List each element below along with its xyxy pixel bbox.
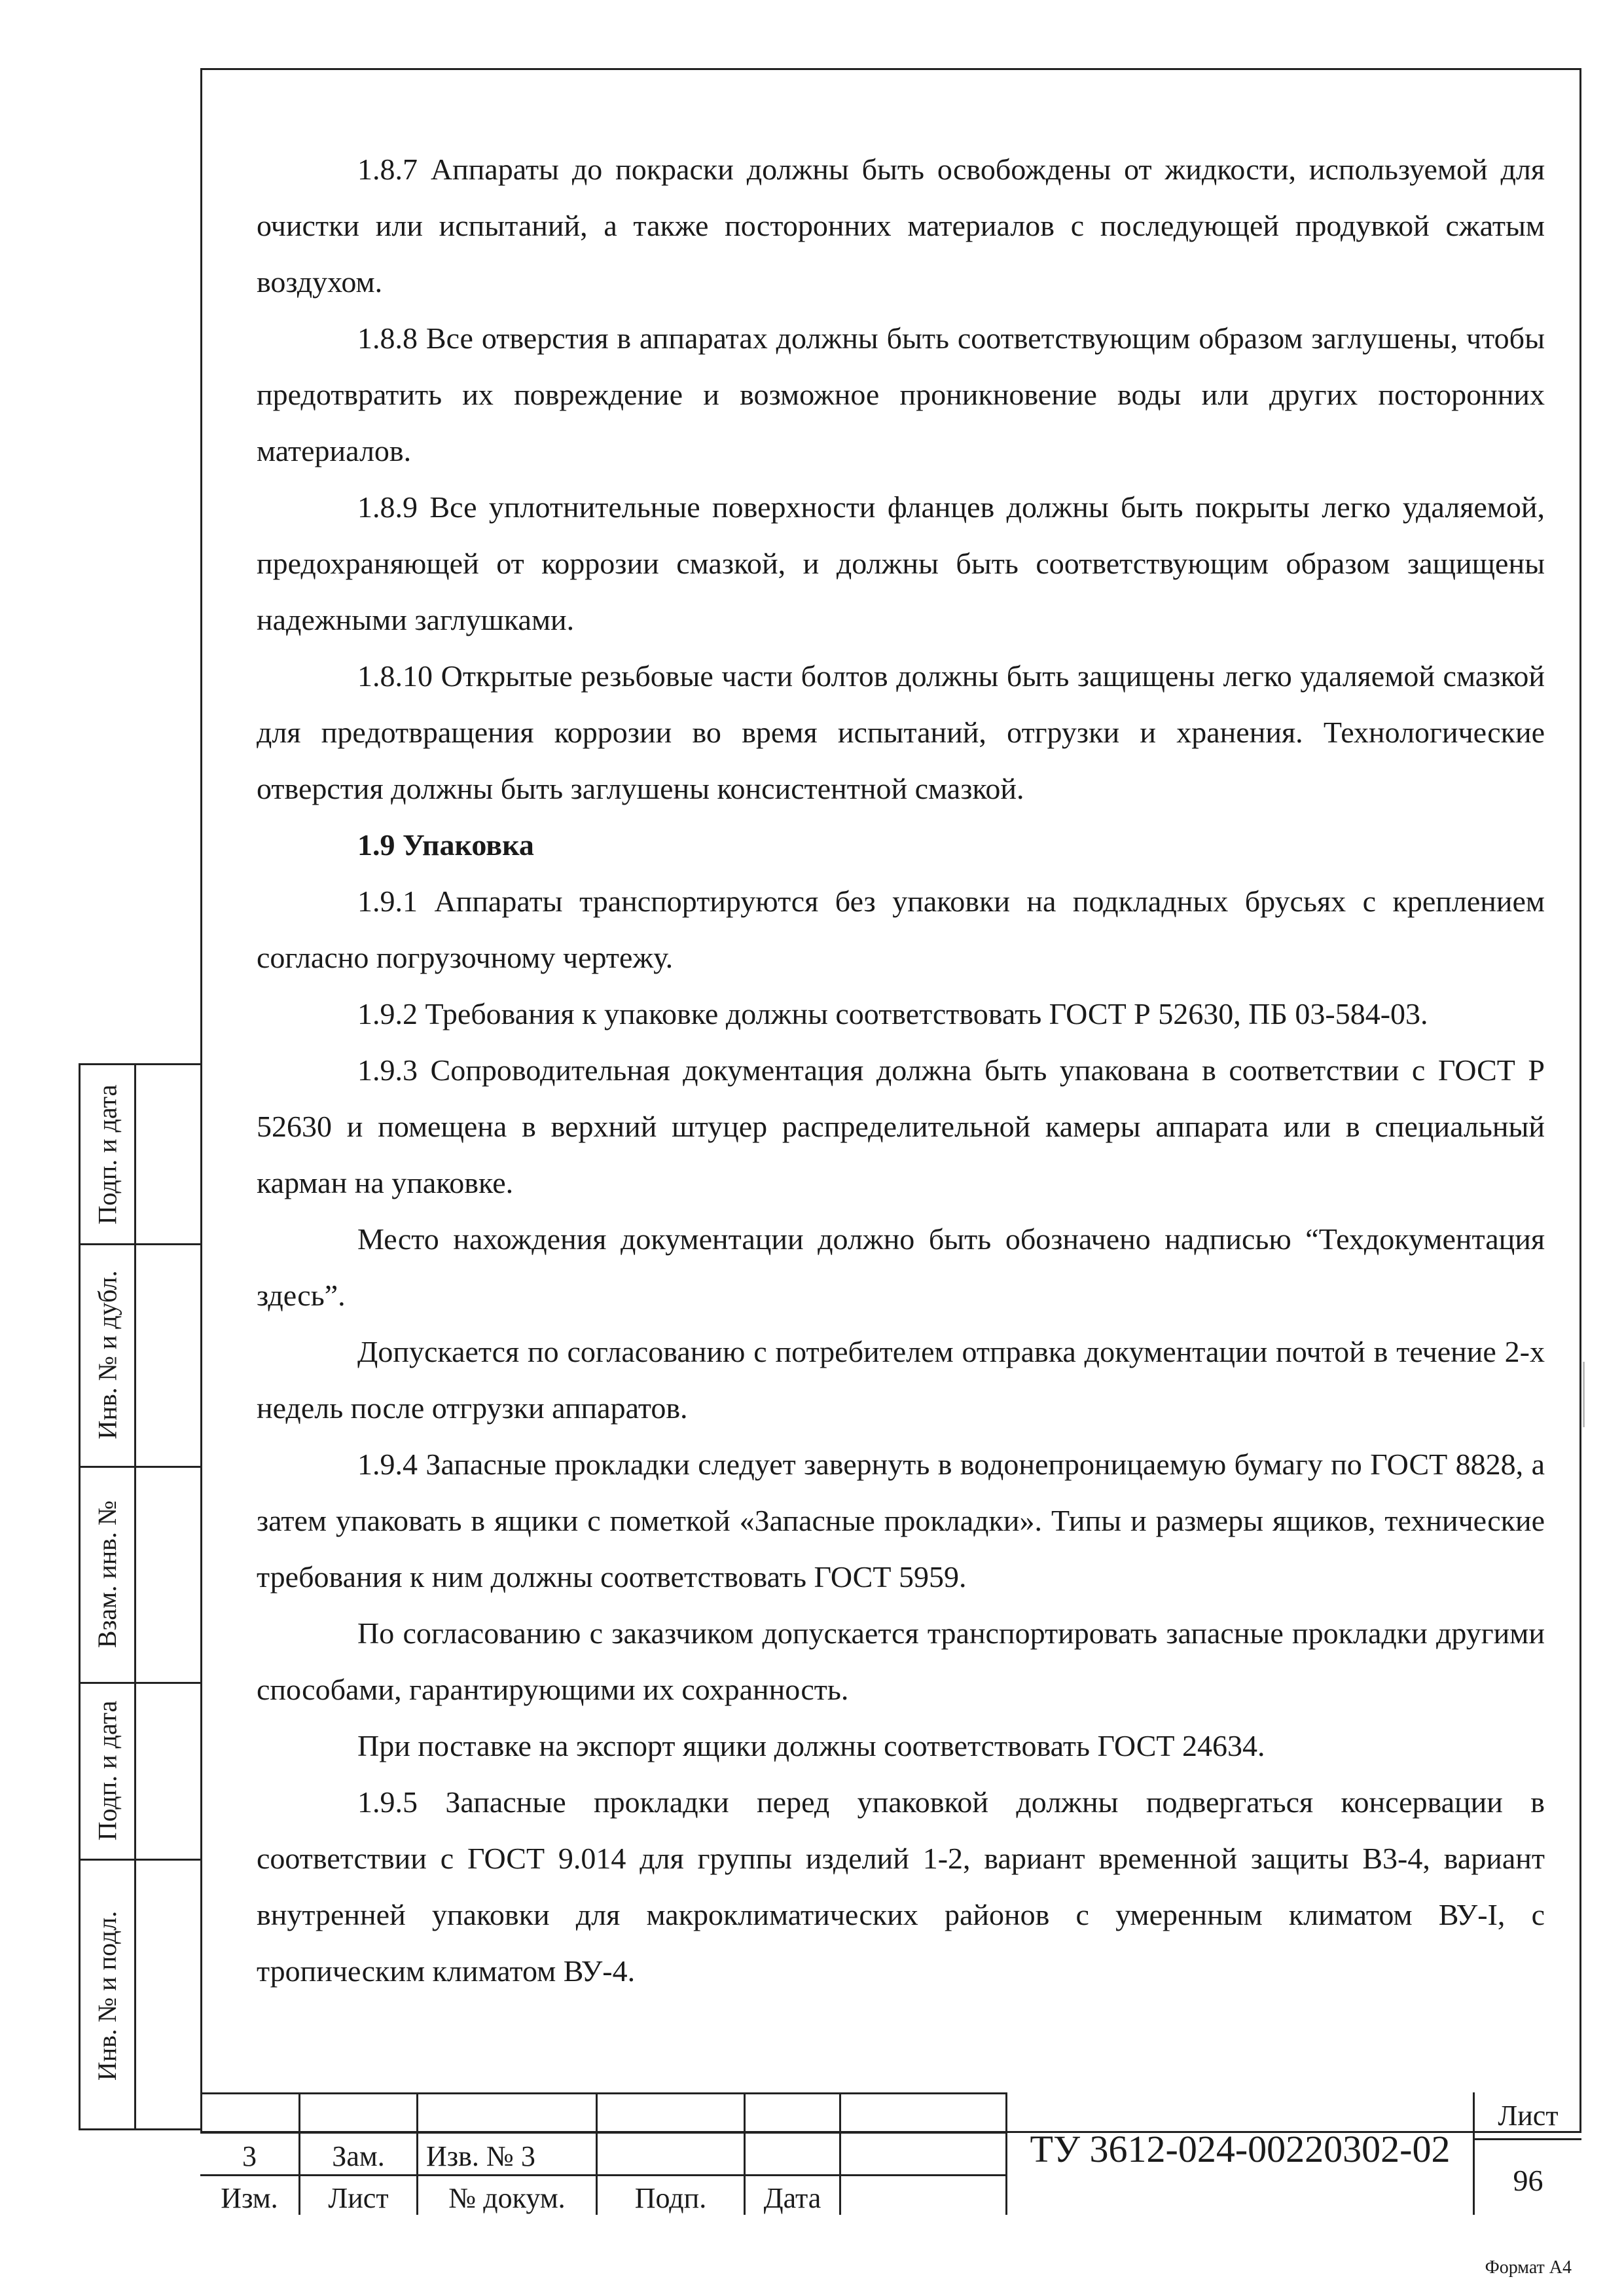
side-label-vzam-inv: Взам. инв. № <box>92 1500 122 1648</box>
paragraph: Допускается по согласованию с потребителем отправка документации почтой в течение 2-х недель после отгрузки аппаратов. <box>257 1335 1545 1425</box>
paragraph: 1.8.9 Все уплотнительные поверхности фланцев должны быть покрыты легко удаляемой, предохраняющей от коррозии смазкой, и должны быть соответствующим образом защищены надежными заглушками. <box>257 490 1545 636</box>
paragraph: 1.9.3 Сопроводительная документация должна быть упакована в соответствии с ГОСТ Р 52630 и помещена в верхний штуцер распределительной камеры аппарата или в специальный карман на упаковке. <box>257 1053 1545 1199</box>
paragraph: Место нахождения документации должно быть обозначено надписью “Техдокументация здесь”. <box>257 1222 1545 1312</box>
tb-rule <box>200 2092 1005 2094</box>
paragraph: 1.8.10 Открытые резьбовые части болтов должны быть защищены легко удаляемой смазкой для предотвращения коррозии во время испытаний, отгрузки и хранения. Технологические отверстия должны быть заглушены консистентной смазкой. <box>257 659 1545 805</box>
tb-rev-number: 3 <box>242 2140 257 2172</box>
tb-hdr-izm: Изм. <box>221 2182 278 2214</box>
paragraph: При поставке на экспорт ящики должны соответствовать ГОСТ 24634. <box>357 1729 1265 1762</box>
side-stamp-divider <box>134 1065 136 2128</box>
tb-rule <box>1473 2138 1581 2140</box>
tb-hdr-doc: № докум. <box>448 2182 566 2214</box>
paragraph: 1.9.5 Запасные прокладки перед упаковкой должны подвергаться консервации в соответствии с ГОСТ 9.014 для группы изделий 1-2, вариант временной защиты В3-4, вариант внутренней упаковки для макроклиматических районов с умеренным климатом ВУ-I, с тропическим климатом ВУ-4. <box>257 1785 1545 1988</box>
tb-hdr-data: Дата <box>763 2182 821 2214</box>
tb-rule <box>839 2092 841 2215</box>
section-heading: 1.9 Упаковка <box>357 828 534 862</box>
edge-mark <box>1583 1362 1585 1427</box>
side-stamp <box>79 1063 200 2130</box>
tb-sheet-label: Лист <box>1498 2100 1559 2132</box>
paragraph: 1.9.1 Аппараты транспортируются без упаковки на подкладных брусьях с креплением согласно погрузочному чертежу. <box>257 884 1545 974</box>
paragraph: По согласованию с заказчиком допускается транспортировать запасные прокладки другими способами, гарантирующими их сохранность. <box>257 1616 1545 1706</box>
tb-hdr-list: Лист <box>328 2182 389 2214</box>
format-note: Формат А4 <box>1485 2257 1572 2278</box>
paragraph: 1.8.8 Все отверстия в аппаратах должны быть соответствующим образом заглушены, чтобы предотвратить их повреждение и возможное проникновение воды или других посторонних материалов. <box>257 321 1545 467</box>
tb-rule <box>200 2132 1005 2134</box>
side-label-podp-top: Подп. и дата <box>92 1084 122 1224</box>
tb-rev-sheet: Зам. <box>332 2140 385 2172</box>
tb-hdr-podp: Подп. <box>634 2182 707 2214</box>
tb-doc-code: ТУ 3612-024-00220302-02 <box>1030 2128 1451 2170</box>
tb-sheet-number: 96 <box>1513 2164 1543 2197</box>
tb-rule <box>200 2174 1005 2176</box>
paragraph: 1.9.2 Требования к упаковке должны соответствовать ГОСТ Р 52630, ПБ 03-584-03. <box>357 997 1428 1030</box>
side-label-inv-podl: Инв. № и подл. <box>92 1910 122 2081</box>
side-label-inv-dubl: Инв. № и дубл. <box>92 1270 122 1439</box>
paragraph: 1.8.7 Аппараты до покраски должны быть освобождены от жидкости, используемой для очистки или испытаний, а также посторонних материалов с последующей продувкой сжатым воздухом. <box>257 153 1545 299</box>
tb-rev-doc: Изв. № 3 <box>426 2140 535 2172</box>
document-body <box>257 141 1545 1999</box>
title-block <box>200 2092 1581 2215</box>
paragraph: 1.9.4 Запасные прокладки следует завернуть в водонепроницаемую бумагу по ГОСТ 8828, а затем упаковать в ящики с пометкой «Запасные прокладки». Типы и размеры ящиков, технические требования к ним должны соответствовать ГОСТ 5959. <box>257 1448 1545 1594</box>
side-label-podp-bottom: Подп. и дата <box>92 1700 122 1840</box>
